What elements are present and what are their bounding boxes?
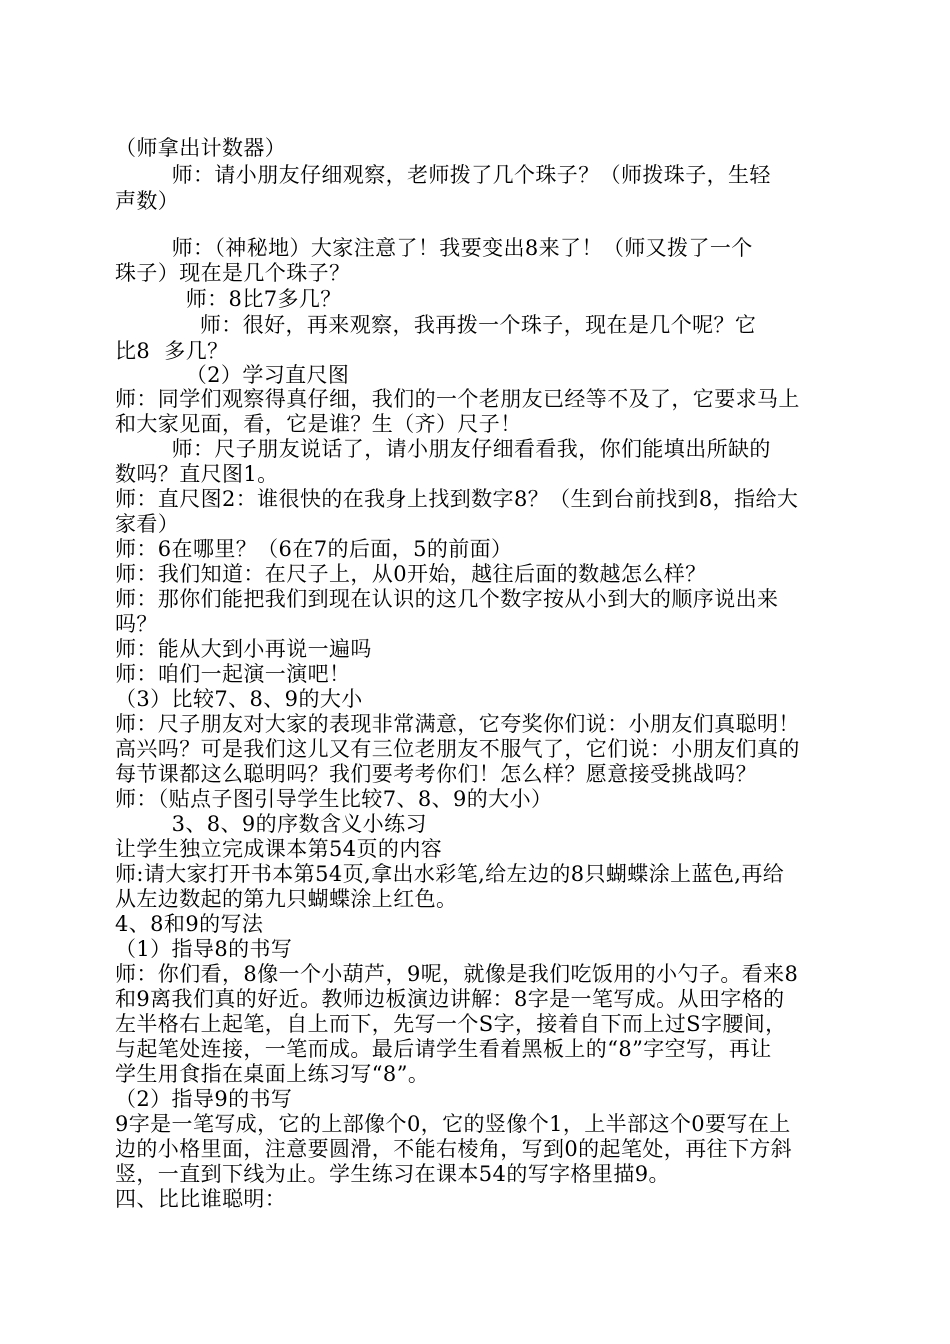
text-line: 让学生独立完成课本第54页的内容 [115,837,443,861]
text-line: 师：我们知道：在尺子上，从0开始，越往后面的数越怎么样？ [115,562,707,586]
text-line: 与起笔处连接，一笔而成。最后请学生看着黑板上的“8”字空写，再让 [115,1037,772,1061]
text-line: 和大家见面，看，它是谁？生（齐）尺子！ [115,412,522,436]
text-line: 高兴吗？可是我们这儿又有三位老朋友不服气了，它们说：小朋友们真的 [115,737,800,761]
text-line: 珠子）现在是几个珠子？ [115,261,351,285]
section-heading: （2）学习直尺图 [115,363,350,387]
section-heading: （3）比较7、8、9的大小 [115,687,363,711]
text-line: 声数） [115,189,180,213]
section-heading: （1）指导8的书写 [115,937,293,961]
text-line: 师：（贴点子图引导学生比较7、8、9的大小） [115,787,553,811]
text-line: 师：你们看，8像一个小葫芦，9呢，就像是我们吃饭用的小勺子。看来8 [115,962,799,986]
text-line: 左半格右上起笔，自上而下，先写一个S字，接着自下而上过S字腰间， [115,1012,787,1036]
text-line: 师：能从大到小再说一遍吗 [115,637,372,661]
text-line: 比8 多几？ [115,339,229,363]
text-line: 师：8比7多几？ [115,287,342,311]
text-line: （师拿出计数器） [115,136,287,160]
section-heading: 4、8和9的写法 [115,912,264,936]
text-line: 竖，一直到下线为止。学生练习在课本54的写字格里描9。 [115,1162,670,1186]
text-line: 吗？ [115,612,158,636]
text-line: 师：尺子朋友说话了，请小朋友仔细看看我，你们能填出所缺的 [115,437,771,461]
text-line: 师：直尺图2：谁很快的在我身上找到数字8？（生到台前找到8，指给大 [115,487,799,511]
text-line: 数吗？直尺图1。 [115,462,279,486]
text-line: 师：6在哪里？（6在7的后面，5的前面） [115,537,513,561]
section-heading: 3、8、9的序数含义小练习 [115,812,427,836]
text-line: 学生用食指在桌面上练习写“8”。 [115,1062,430,1086]
text-line: 家看） [115,512,180,536]
text-line: 和9离我们真的好近。教师边板演边讲解：8字是一笔写成。从田字格的 [115,987,785,1011]
section-heading: 四、比比谁聪明： [115,1187,287,1211]
text-line: 师：同学们观察得真仔细，我们的一个老朋友已经等不及了，它要求马上 [115,387,800,411]
text-line: 师：请小朋友仔细观察，老师拨了几个珠子？（师拨珠子，生轻 [115,163,771,187]
text-line: 师：（神秘地）大家注意了！我要变出8来了！（师又拨了一个 [115,236,753,260]
text-line: 师:请大家打开书本第54页,拿出水彩笔,给左边的8只蝴蝶涂上蓝色,再给 [115,862,785,886]
text-line: 师：尺子朋友对大家的表现非常满意，它夸奖你们说：小朋友们真聪明！ [115,712,800,736]
text-line: 师：很好，再来观察，我再拨一个珠子，现在是几个呢？它 [115,313,757,337]
text-line: 师：咱们一起演一演吧！ [115,662,351,686]
section-heading: （2）指导9的书写 [115,1087,293,1111]
text-line: 9字是一笔写成，它的上部像个0，它的竖像个1，上半部这个0要写在上 [115,1112,791,1136]
text-line: 边的小格里面，注意要圆滑，不能右棱角，写到0的起笔处，再往下方斜 [115,1137,793,1161]
text-line: 每节课都这么聪明吗？我们要考考你们！怎么样？愿意接受挑战吗？ [115,762,757,786]
text-line: 师：那你们能把我们到现在认识的这几个数字按从小到大的顺序说出来 [115,587,779,611]
text-line: 从左边数起的第九只蝴蝶涂上红色。 [115,887,458,911]
